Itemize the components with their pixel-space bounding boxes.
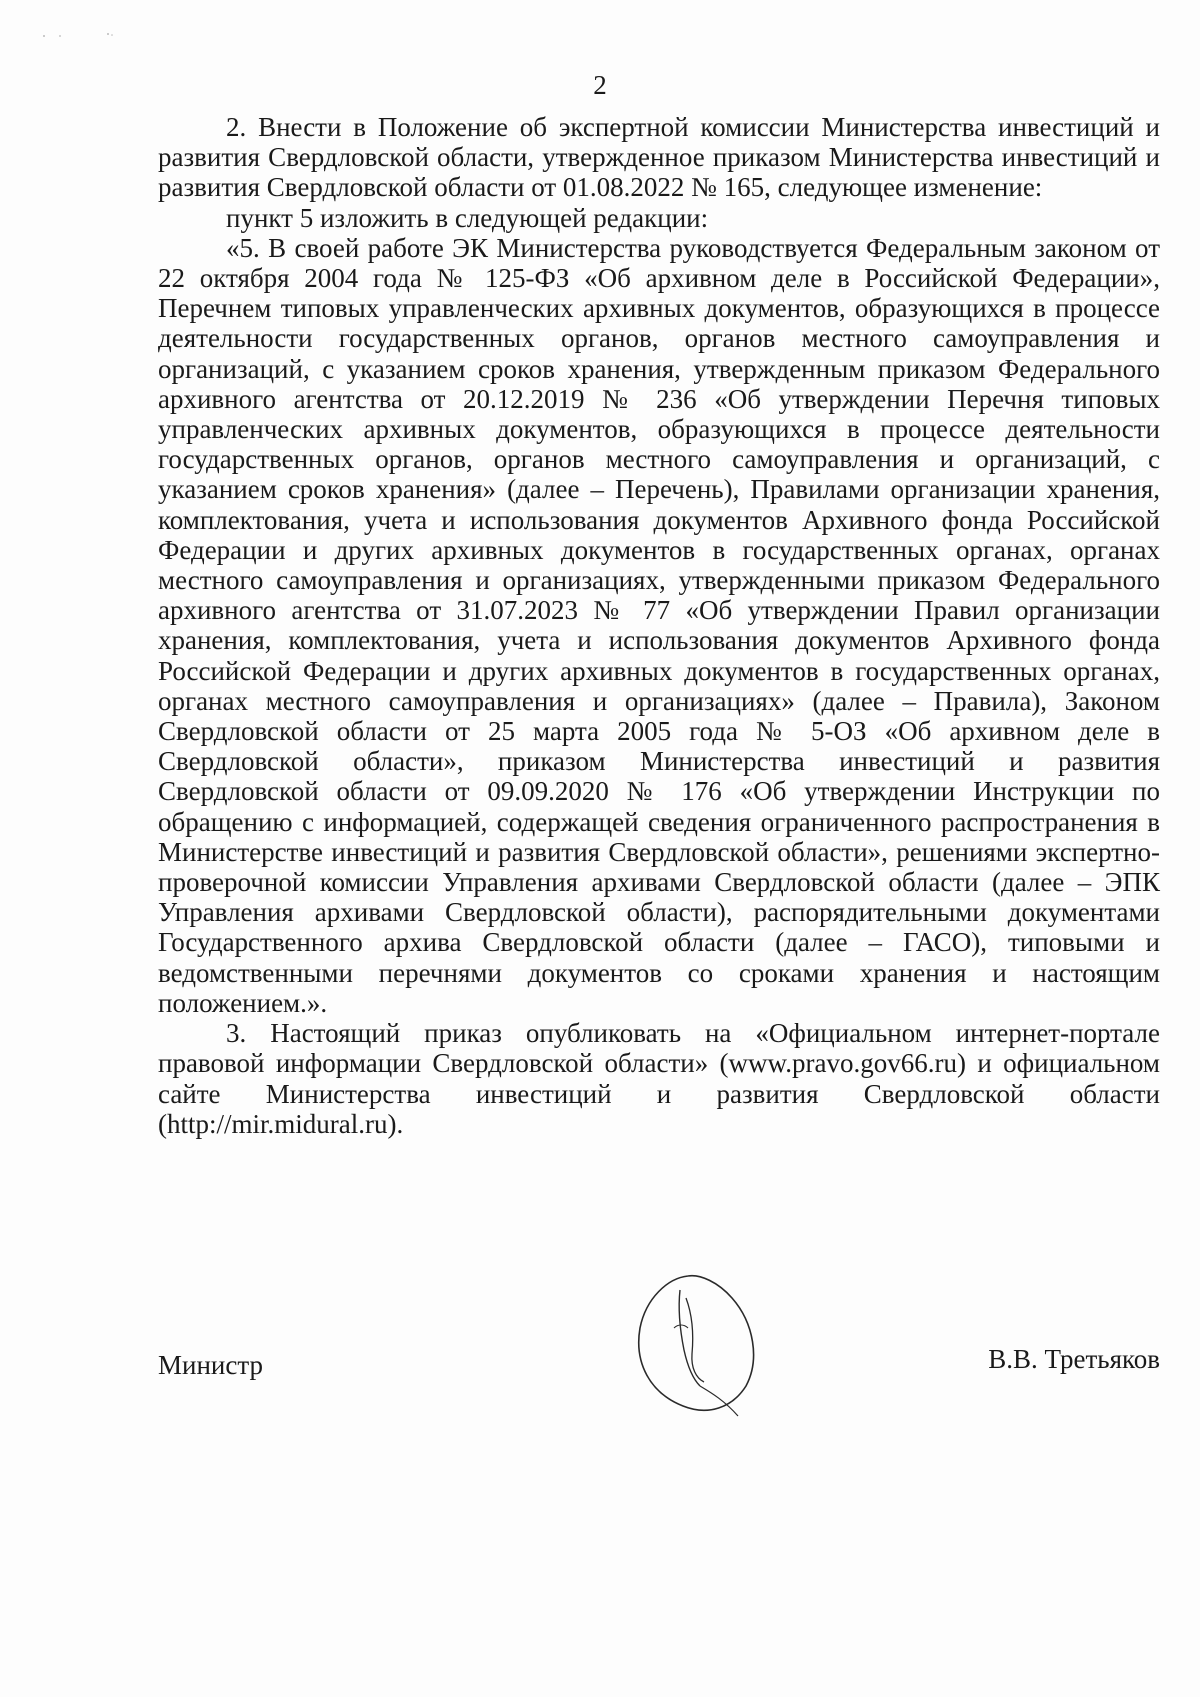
signature-block — [158, 1344, 1160, 1390]
paragraph-item-2: 2. Внести в Положение об экспертной комиссии Министерства инвестиций и развития Свердловской области, утвержденное приказом Министерства инвестиций и развития Свердловской области от 01.08.2022 № 165, следующее изменение: — [158, 112, 1160, 203]
paragraph-item-5-text: «5. В своей работе ЭК Министерства руководствуется Федеральным законом от 22 октября 2004 года № 125-ФЗ «Об архивном деле в Российской Федерации», Перечнем типовых управленческих архивных документов, образующихся в процессе деятельности государственных органов, органов местного самоуправления и организаций, с указанием сроков хранения, утвержденным приказом Федерального архивного агентства от 20.12.2019 № 236 «Об утверждении Перечня типовых управленческих архивных документов, образующихся в процессе деятельности государственных органов, органов местного самоуправления и организаций, с указанием сроков хранения» (далее – Перечень), Правилами организации хранения, комплектования, учета и использования документов Архивного фонда Российской Федерации и других архивных документов в государственных органах, органах местного самоуправления и организациях, утвержденными приказом Федерального архивного агентства от 31.07.2023 № 77 «Об утверждении Правил организации хранения, комплектования, учета и использования документов Архивного фонда Российской Федерации и других архивных документов в государственных органах, органах местного самоуправления и организациях» (далее – Правила), Законом Свердловской области от 25 марта 2005 года № 5-ОЗ «Об архивном деле в Свердловской области», приказом Министерства инвестиций и развития Свердловской области от 09.09.2020 № 176 «Об утверждении Инструкции по обращению с информацией, содержащей сведения ограниченного распространения в Министерстве инвестиций и развития Свердловской области», решениями экспертно-проверочной комиссии Управления архивами Свердловской области (далее – ЭПК Управления архивами Свердловской области), распорядительными документами Государственного архива Свердловской области (далее – ГАСО), типовыми и ведомственными перечнями документов со сроками хранения и настоящим положением.». — [158, 232, 1160, 1018]
handwritten-signature — [628, 1268, 763, 1418]
paragraph-instruction: пункт 5 изложить в следующей редакции: — [226, 202, 709, 233]
page-number: 2 — [593, 70, 607, 100]
signatory-name: В.В. Третьяков — [988, 1344, 1160, 1374]
signatory-title: Министр — [158, 1350, 263, 1380]
scan-artifact-marks — [40, 30, 130, 42]
document-body — [158, 112, 1160, 1139]
paragraph-item-3: 3. Настоящий приказ опубликовать на «Официальном интернет-портале правовой информации Свердловской области» (www.pravo.gov66.ru) и официальном сайте Министерства инвестиций и развития Свердловской области (http://mir.midural.ru). — [158, 1018, 1160, 1139]
